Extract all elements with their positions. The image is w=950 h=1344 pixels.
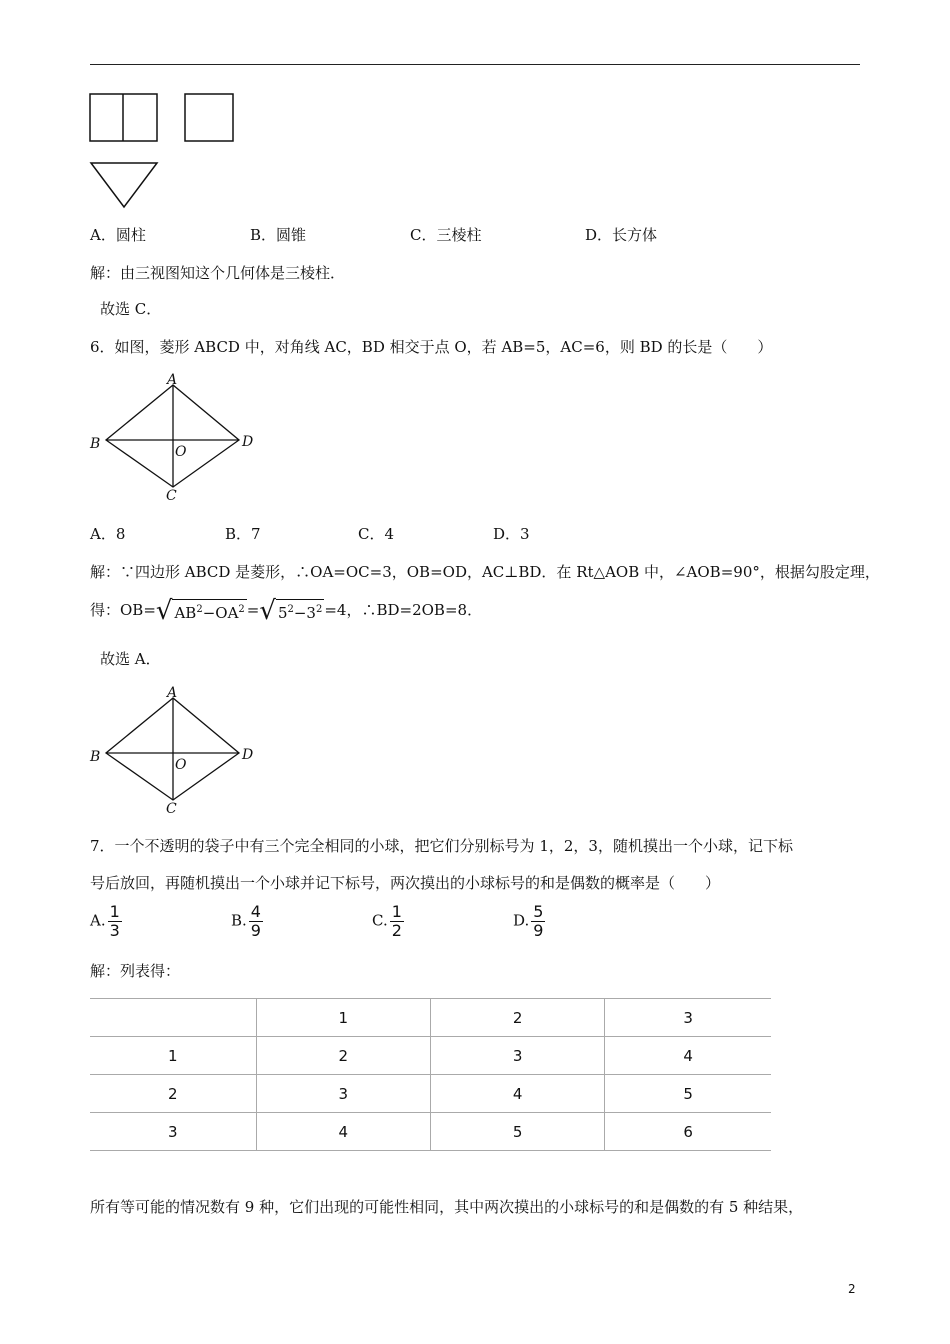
label-d-2: D [242,747,254,763]
label-o: O [175,444,187,460]
table-cell: 2 [90,1075,256,1113]
label-d: D [242,434,254,450]
label-o-2: O [175,757,187,773]
sqrt1-exp-2: 2 [238,604,245,615]
q7-solution: 解：列表得： [90,962,181,980]
q5-option-b: B．圆锥 [250,226,307,244]
table-cell: 3 [430,1037,604,1075]
q7-option-d [513,903,545,940]
q6-solution-line2 [90,598,482,624]
sqrt2-term-b: −3 [293,604,316,622]
table-cell: 1 [256,999,430,1037]
table-cell: 4 [605,1037,771,1075]
fraction-numerator: 1 [391,902,402,921]
q7-option-d-label: D. [513,911,530,930]
sum-table [90,998,771,1151]
table-cell [90,999,256,1037]
table-row [90,1037,771,1075]
fraction-denominator: 2 [391,921,402,940]
fraction-denominator: 3 [109,921,120,940]
q6-option-d: D．3 [493,525,530,543]
table-cell: 1 [90,1037,256,1075]
q7-option-a-label: A. [90,911,106,930]
label-b: B [90,436,101,452]
label-b-2: B [90,749,101,765]
three-view-figure [88,92,238,212]
fraction [531,903,545,940]
q5-answer: 故选 C． [100,300,162,318]
q6-solution-line1: 解：∵四边形 ABCD 是菱形，∴OA=OC=3，OB=OD，AC⊥BD．在 Rt△AOB 中，∠AOB=90°，根据勾股定理， [90,563,880,581]
table-cell: 2 [256,1037,430,1075]
sqrt-expression-1: √ $AB^2-OA^2$ [155,596,245,626]
sqrt2-exp-1: 2 [287,604,294,615]
sqrt1-term-b: −OA [202,604,239,622]
rhombus-figure-1 [86,370,261,505]
q5-option-c: C．三棱柱 [410,226,482,244]
fraction [390,903,404,940]
table-header-row [90,999,771,1037]
q5-option-a: A．圆柱 [90,226,146,244]
fraction-numerator: 4 [250,902,261,921]
table-cell: 5 [605,1075,771,1113]
q5-option-d: D．长方体 [585,226,658,244]
label-c-2: C [166,801,177,817]
label-c: C [166,488,177,504]
table-cell: 3 [90,1113,256,1151]
header-rule [90,64,860,65]
q7-option-c [372,903,404,940]
q7-question-line1: 7．一个不透明的袋子中有三个完全相同的小球，把它们分别标号为 1，2，3，随机摸出一个小球，记下标 [90,837,793,855]
q6-option-b: B．7 [225,525,261,543]
table-row [90,1075,771,1113]
fraction-denominator: 9 [533,921,544,940]
top-view [91,163,157,207]
q7-option-b [231,903,263,940]
fraction [108,903,122,940]
table-cell: 6 [605,1113,771,1151]
table-cell: 4 [256,1113,430,1151]
sqrt1-exp-1: 2 [196,604,203,615]
fraction [249,903,263,940]
label-a-2: A [167,685,178,701]
q6-answer: 故选 A． [100,650,161,668]
q5-solution: 解：由三视图知这个几何体是三棱柱． [90,264,346,282]
q6-sol2-equals: = [246,601,260,619]
table-cell: 4 [430,1075,604,1113]
page-number: 2 [848,1282,856,1296]
sqrt1-term-a: AB [174,604,197,622]
q6-sol2-suffix: =4，∴BD=2OB=8． [324,601,483,619]
sqrt2-term-a: 5 [277,604,288,622]
q7-question-line2: 号后放回，再随机摸出一个小球并记下标号，两次摸出的小球标号的和是偶数的概率是（ ） [90,874,721,892]
table-cell: 3 [605,999,771,1037]
fraction-numerator: 1 [109,902,120,921]
q6-sol2-prefix: 得：OB= [90,601,156,619]
label-a: A [167,372,178,388]
table-cell: 3 [256,1075,430,1113]
rhombus-figure-2 [86,683,261,818]
sqrt-expression-2: √ $5^2-3^2$ [259,596,323,626]
side-view [185,94,233,141]
fraction-denominator: 9 [250,921,261,940]
q7-conclusion: 所有等可能的情况数有 9 种，它们出现的可能性相同，其中两次摸出的小球标号的和是偶数的有 5 种结果， [90,1198,804,1216]
table-row [90,1113,771,1151]
q7-option-b-label: B. [231,911,247,930]
q6-option-c: C．4 [358,525,395,543]
q7-option-a [90,903,122,940]
table-cell: 2 [430,999,604,1037]
q7-option-c-label: C. [372,911,388,930]
table-cell: 5 [430,1113,604,1151]
q6-question: 6．如图，菱形 ABCD 中，对角线 AC，BD 相交于点 O，若 AB=5，AC=6，则 BD 的长是（ ） [90,338,773,356]
fraction-numerator: 5 [533,902,544,921]
sqrt2-exp-2: 2 [315,604,323,615]
q6-option-a: A．8 [90,525,126,543]
